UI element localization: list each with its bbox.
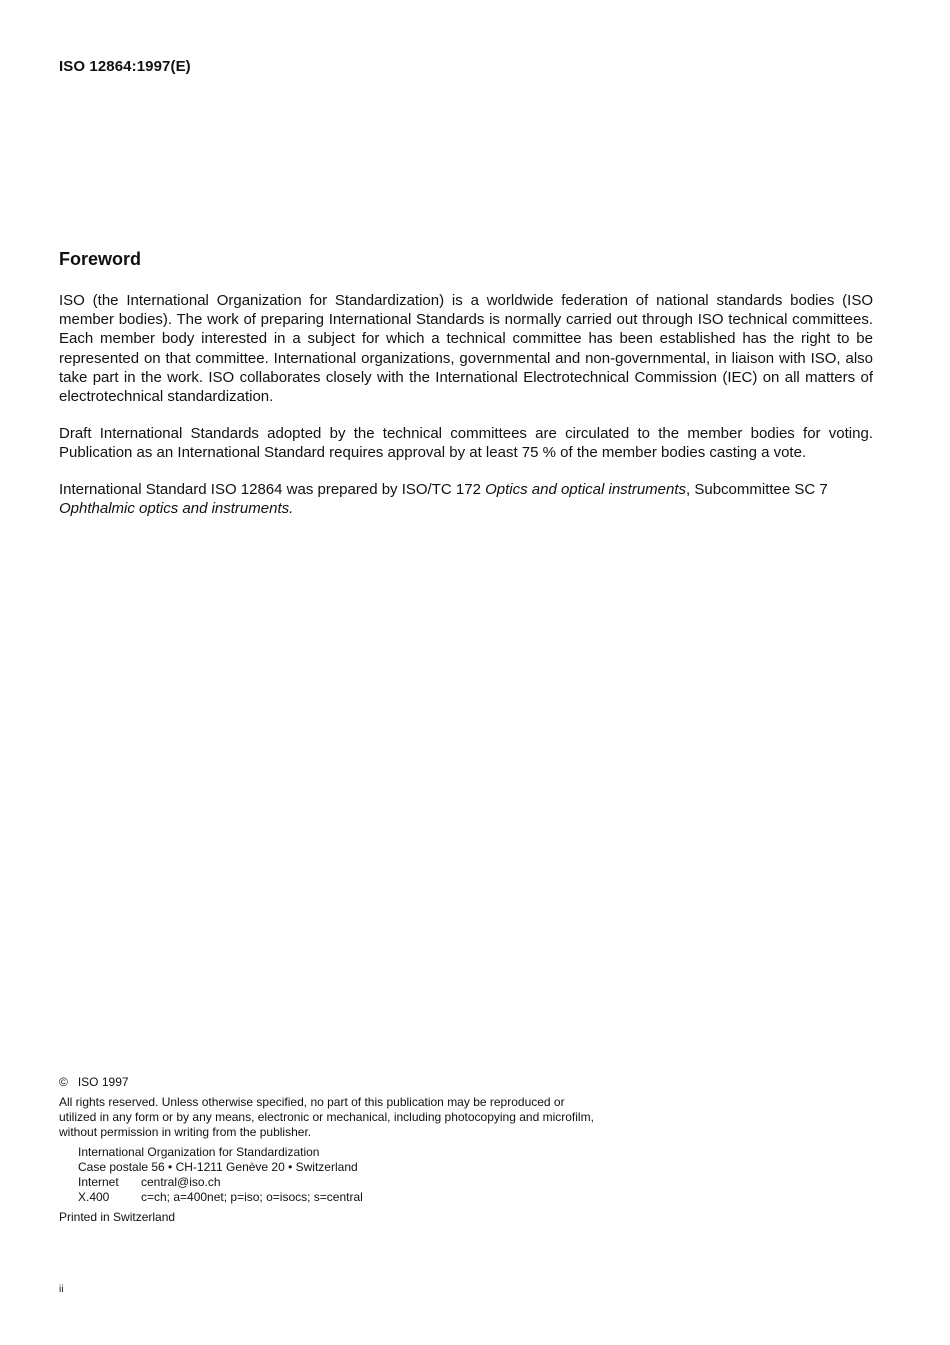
org-name: International Organization for Standardization	[78, 1145, 320, 1159]
document-id: ISO 12864:1997(E)	[59, 58, 191, 75]
p3-text-start: International Standard ISO 12864 was prepared by ISO/TC 172	[59, 481, 486, 498]
org-address: Case postale 56 • CH-1211 Genève 20 • Switzerland	[78, 1160, 358, 1174]
foreword-paragraph-2: Draft International Standards adopted by the technical committees are circulated to the member bodies for voting. Publication as an International Standard requires approval by at least 75 % of the member bodies casting a vote.	[59, 425, 873, 462]
sc-title: Ophthalmic optics and instruments.	[59, 500, 294, 518]
p3-text-mid: , Subcommittee SC 7	[686, 481, 828, 498]
page-number: ii	[59, 1284, 64, 1295]
tc-title: Optics and optical instruments	[485, 481, 687, 498]
x400-address: c=ch; a=400net; p=iso; o=isocs; s=central	[141, 1190, 363, 1204]
foreword-paragraph-1: ISO (the International Organization for Standardization) is a worldwide federation of national standards bodies (ISO member bodies). The work of preparing International Standards is normally carried out through ISO technical committees. Each member body interested in a subject for which a technical committee has been established has the right to be represented on that committee. International organizations, governmental and non-governmental, in liaison with ISO, also take part in the work. ISO collaborates closely with the International Electrotechnical Commission (IEC) on all matters of electrotechnical standardization.	[59, 292, 873, 406]
foreword-paragraph-3	[59, 480, 873, 518]
x400-label: X.400	[78, 1190, 110, 1204]
copyright-symbol: ©	[59, 1075, 68, 1089]
printed-in: Printed in Switzerland	[59, 1210, 176, 1224]
copyright-line	[59, 1075, 129, 1090]
internet-email: central@iso.ch	[141, 1175, 221, 1189]
internet-line	[78, 1175, 221, 1190]
internet-label: Internet	[78, 1175, 119, 1189]
foreword-heading: Foreword	[59, 249, 142, 269]
x400-line	[78, 1190, 363, 1205]
rights-notice: All rights reserved. Unless otherwise specified, no part of this publication may be reproduced or utilized in any form or by any means, electronic or mechanical, including photocopying and microfilm, without permission in writing from the publisher.	[59, 1095, 594, 1139]
copyright-text: ISO 1997	[77, 1075, 129, 1089]
